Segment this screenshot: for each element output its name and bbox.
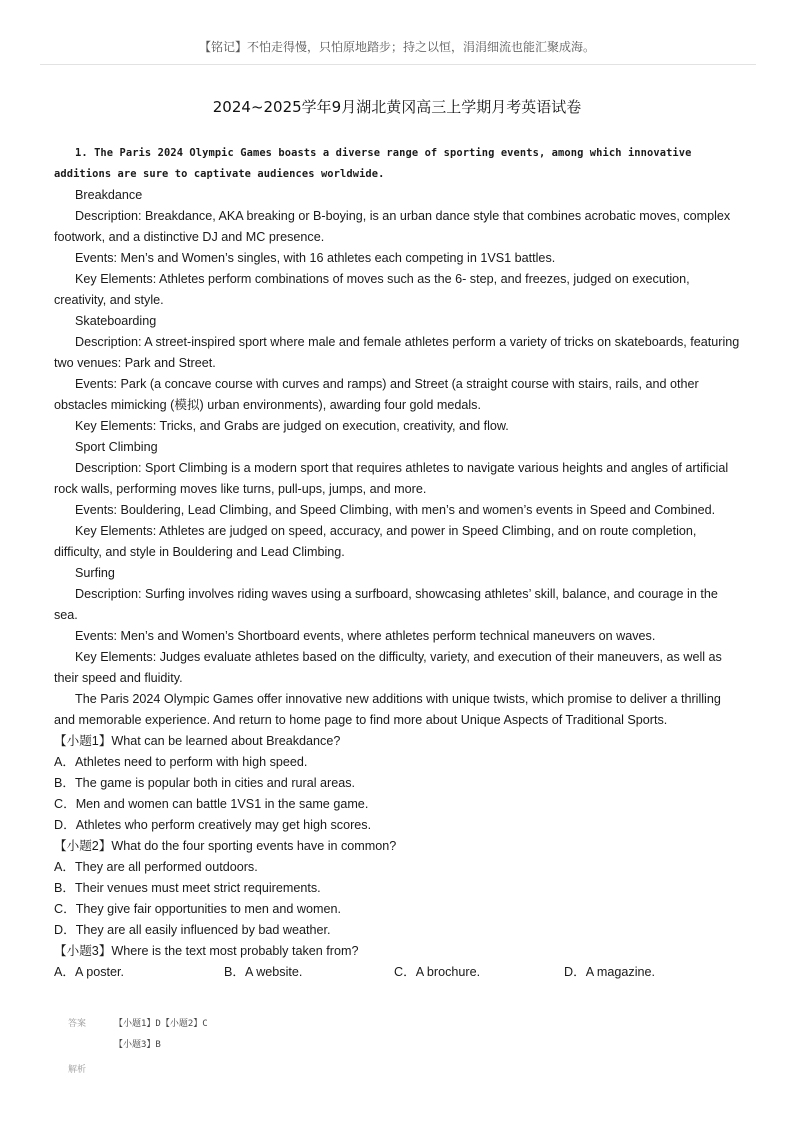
header-divider: [40, 64, 756, 65]
paragraph: Events: Men’s and Women’s Shortboard events, where athletes perform technical maneuvers on waves.: [75, 629, 656, 643]
analysis-label: 解析: [68, 1065, 87, 1075]
paragraph: Description: A street-inspired sport where male and female athletes perform a variety of tricks on skateboards, featuring two venues: Park and Street.: [54, 335, 740, 370]
section-heading-surfing: Surfing: [75, 566, 115, 580]
paragraph: Events: Men’s and Women’s singles, with 16 athletes each competing in 1VS1 battles.: [75, 251, 556, 265]
paragraph: Key Elements: Athletes perform combinations of moves such as the 6- step, and freezes, judged on execution, creativity, and style.: [54, 272, 690, 307]
option-b[interactable]: B．The game is popular both in cities and rural areas.: [54, 776, 356, 790]
motto-header: 【铭记】不怕走得慢，只怕原地踏步；持之以恒，涓涓细流也能汇聚成海。: [198, 40, 595, 54]
option-a[interactable]: A．A poster.: [54, 965, 125, 979]
answer-label: 答案: [68, 1019, 87, 1029]
question-body: [54, 143, 744, 983]
answer-line-2: 【小题3】B: [114, 1040, 161, 1050]
option-c[interactable]: C．Men and women can battle 1VS1 in the same game.: [54, 797, 369, 811]
option-d[interactable]: D．A magazine.: [564, 965, 655, 979]
sub-question-1: 【小题1】What can be learned about Breakdance?: [54, 734, 341, 748]
paragraph: Key Elements: Tricks, and Grabs are judged on execution, creativity, and flow.: [75, 419, 509, 433]
option-c[interactable]: C．A brochure.: [394, 965, 481, 979]
page-title: 2024~2025学年9月湖北黄冈高三上学期月考英语试卷: [212, 98, 582, 116]
option-d[interactable]: D．Athletes who perform creatively may get high scores.: [54, 818, 372, 832]
paragraph: Events: Bouldering, Lead Climbing, and Speed Climbing, with men’s and women’s events in Speed and Combined.: [75, 503, 716, 517]
paragraph: Events: Park (a concave course with curves and ramps) and Street (a straight course with stairs, rails, and other obstacles mimicking (模拟) urban environments), awarding four gold medals.: [54, 377, 699, 412]
paragraph: Description: Surfing involves riding waves using a surfboard, showcasing athletes’ skill, balance, and courage in the sea.: [54, 587, 718, 622]
answer-block: [68, 1016, 208, 1050]
question-stem: 1. The Paris 2024 Olympic Games boasts a diverse range of sporting events, among which innovative additions are sure to captivate audiences worldwide.: [54, 147, 692, 180]
sub-question-3: 【小题3】Where is the text most probably taken from?: [54, 944, 359, 958]
option-a[interactable]: A．They are all performed outdoors.: [54, 860, 258, 874]
option-b[interactable]: B．Their venues must meet strict requirements.: [54, 881, 321, 895]
option-d[interactable]: D．They are all easily influenced by bad weather.: [54, 923, 331, 937]
section-heading-skateboarding: Skateboarding: [75, 314, 157, 328]
option-c[interactable]: C．They give fair opportunities to men and women.: [54, 902, 341, 916]
paragraph: Description: Sport Climbing is a modern sport that requires athletes to navigate various heights and angles of artificial rock walls, performing moves like turns, pull-ups, jumps, and more.: [54, 461, 729, 496]
option-b[interactable]: B．A website.: [224, 965, 303, 979]
section-heading-breakdance: Breakdance: [75, 188, 143, 202]
answer-line-1: 【小题1】D【小题2】C: [114, 1019, 208, 1029]
paragraph: Key Elements: Athletes are judged on speed, accuracy, and power in Speed Climbing, and on route completion, difficulty, and style in Bouldering and Lead Climbing.: [54, 524, 697, 559]
option-a[interactable]: A．Athletes need to perform with high speed.: [54, 755, 308, 769]
sub-question-2: 【小题2】What do the four sporting events have in common?: [54, 839, 397, 853]
paragraph: Description: Breakdance, AKA breaking or B-boying, is an urban dance style that combines acrobatic moves, complex footwork, and a distinctive DJ and MC presence.: [54, 209, 731, 244]
options-row: [54, 962, 744, 983]
section-heading-sport-climbing: Sport Climbing: [75, 440, 158, 454]
paragraph: The Paris 2024 Olympic Games offer innovative new additions with unique twists, which promise to deliver a thrilling and memorable experience. And return to home page to find more about Unique Aspects of Traditional Sports.: [54, 692, 721, 727]
paragraph: Key Elements: Judges evaluate athletes based on the difficulty, variety, and execution of their maneuvers, as well as their speed and fluidity.: [54, 650, 722, 685]
